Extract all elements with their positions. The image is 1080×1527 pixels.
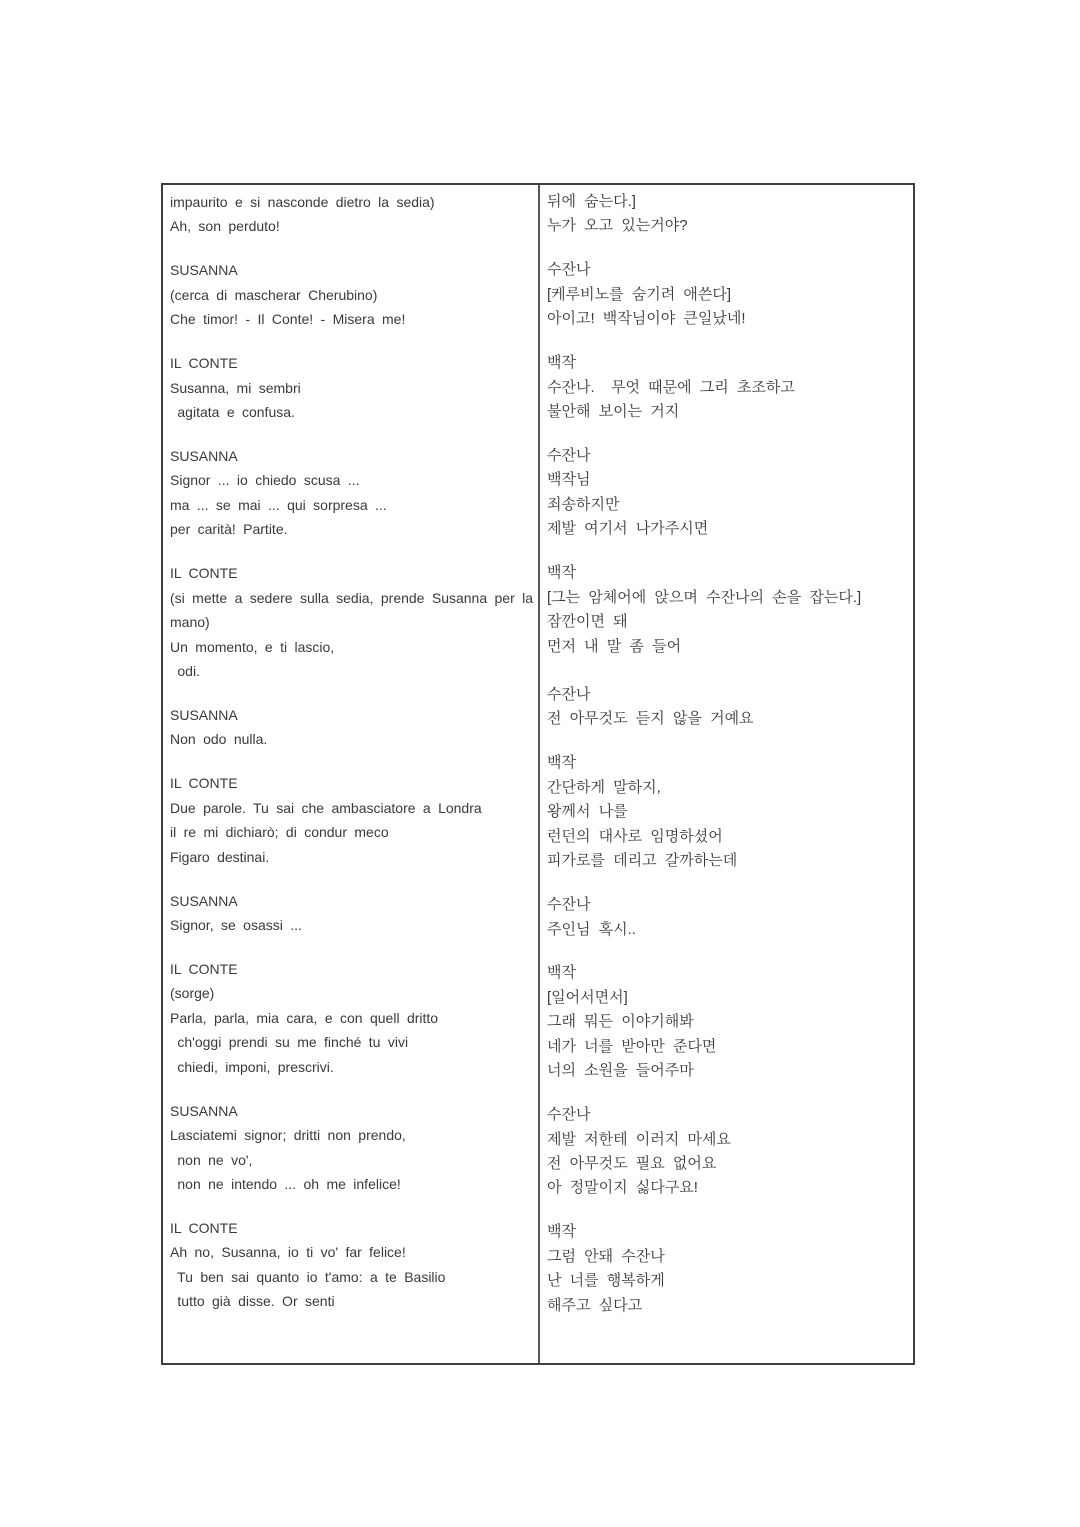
speaker-name: IL CONTE <box>170 355 238 372</box>
dialogue-line: Un momento, e ti lascio, <box>170 638 335 655</box>
dialogue-line: 제발 저한테 이러지 마세요 <box>547 1130 731 1148</box>
libretto-table <box>161 183 915 1365</box>
dialogue-line: 먼저 내 말 좀 들어 <box>547 637 682 655</box>
speaker-name: 백작 <box>547 564 576 582</box>
dialogue-block <box>170 1216 532 1314</box>
dialogue-block <box>547 1220 907 1318</box>
dialogue-line: Non odo nulla. <box>170 731 268 748</box>
dialogue-block <box>170 444 532 542</box>
speaker-name: IL CONTE <box>170 1219 238 1236</box>
dialogue-line: (cerca di mascherar Cherubino) <box>170 286 378 303</box>
dialogue-line: 수잔나. 무엇 때문에 그리 초조하고 <box>547 378 795 396</box>
dialogue-line: [그는 암체어에 앉으며 수잔나의 손을 잡는다.] <box>547 588 862 606</box>
dialogue-line: Che timor! - Il Conte! - Misera me! <box>170 311 406 328</box>
dialogue-block <box>170 703 532 752</box>
dialogue-line: Tu ben sai quanto io t'amo: a te Basilio <box>170 1268 446 1285</box>
dialogue-line: Figaro destinai. <box>170 848 270 865</box>
dialogue-line: 그래 뭐든 이야기해봐 <box>547 1013 694 1031</box>
speaker-name: IL CONTE <box>170 960 238 977</box>
dialogue-block <box>547 961 907 1083</box>
speaker-name: 수잔나 <box>547 261 591 279</box>
dialogue-line: Signor ... io chiedo scusa ... <box>170 472 360 489</box>
dialogue-line: impaurito e si nasconde dietro la sedia) <box>170 194 435 210</box>
dialogue-line: 너의 소원을 들어주마 <box>547 1062 694 1080</box>
dialogue-line: 불안해 보이는 거지 <box>547 403 680 421</box>
dialogue-line: (sorge) <box>170 985 215 1002</box>
dialogue-line: per carità! Partite. <box>170 521 288 538</box>
dialogue-line: ma ... se mai ... qui sorpresa ... <box>170 496 387 513</box>
korean-column <box>540 185 913 1363</box>
dialogue-line: Ah, son perduto! <box>170 218 280 235</box>
dialogue-line: 왕께서 나를 <box>547 803 628 821</box>
speaker-name: 수잔나 <box>547 896 591 914</box>
dialogue-line: non ne vo', <box>170 1151 253 1168</box>
dialogue-line: 난 너를 행복하게 <box>547 1272 665 1290</box>
dialogue-block <box>170 957 532 1079</box>
dialogue-block <box>547 190 907 239</box>
speaker-name: IL CONTE <box>170 565 238 582</box>
speaker-name: 백작 <box>547 354 576 372</box>
dialogue-block <box>547 751 907 873</box>
dialogue-block <box>170 190 532 239</box>
dialogue-line: 백작님 <box>547 471 591 489</box>
dialogue-line: 런던의 대사로 임명하셨어 <box>547 827 723 845</box>
dialogue-line: Lasciatemi signor; dritti non prendo, <box>170 1127 406 1144</box>
dialogue-line: il re mi dichiarò; di condur meco <box>170 824 389 841</box>
dialogue-line: odi. <box>170 663 200 679</box>
dialogue-line: [일어서면서] <box>547 988 628 1006</box>
dialogue-block <box>170 351 532 424</box>
dialogue-line: ch'oggi prendi su me finché tu vivi <box>170 1034 409 1051</box>
dialogue-line: 아 정말이지 싫다구요! <box>547 1179 698 1197</box>
dialogue-block <box>547 1103 907 1201</box>
dialogue-block <box>547 893 907 942</box>
dialogue-line: 잠깐이면 돼 <box>547 613 628 631</box>
dialogue-line: chiedi, imponi, prescrivi. <box>170 1058 334 1075</box>
dialogue-block <box>547 444 907 542</box>
dialogue-line: Ah no, Susanna, io ti vo' far felice! <box>170 1244 406 1261</box>
dialogue-line: non ne intendo ... oh me infelice! <box>170 1175 401 1192</box>
dialogue-line: 해주고 싶다고 <box>547 1296 643 1314</box>
speaker-name: 수잔나 <box>547 447 591 464</box>
dialogue-line: Susanna, mi sembri <box>170 379 301 396</box>
dialogue-line: 간단하게 말하지, <box>547 778 661 796</box>
dialogue-block <box>170 258 532 331</box>
dialogue-line: (si mette a sedere sulla sedia, prende Susanna per la <box>170 589 534 606</box>
dialogue-block <box>547 351 907 424</box>
speaker-name: SUSANNA <box>170 892 238 909</box>
dialogue-line: Signor, se osassi ... <box>170 917 302 933</box>
dialogue-block <box>170 1099 532 1197</box>
dialogue-block <box>547 561 907 659</box>
dialogue-line: Parla, parla, mia cara, e con quell dritto <box>170 1009 439 1026</box>
speaker-name: IL CONTE <box>170 775 238 792</box>
dialogue-line: 전 아무것도 듣지 않을 거예요 <box>547 710 754 728</box>
speaker-name: SUSANNA <box>170 262 238 279</box>
dialogue-line: 누가 오고 있는거야? <box>547 217 688 235</box>
dialogue-line: [케루비노를 숨기려 애쓴다] <box>547 285 732 303</box>
speaker-name: 백작 <box>547 754 576 772</box>
speaker-name: 백작 <box>547 964 576 982</box>
dialogue-line: 전 아무것도 필요 없어요 <box>547 1155 717 1172</box>
speaker-name: 수잔나 <box>547 1106 591 1124</box>
speaker-name: SUSANNA <box>170 448 238 464</box>
dialogue-line: Due parole. Tu sai che ambasciatore a Londra <box>170 799 482 816</box>
dialogue-line: agitata e confusa. <box>170 404 295 421</box>
dialogue-line: 그럼 안돼 수잔나 <box>547 1247 665 1265</box>
dialogue-line: 주인님 혹시.. <box>547 920 636 938</box>
dialogue-line: 뒤에 숨는다.] <box>547 193 636 210</box>
dialogue-block <box>170 889 532 938</box>
dialogue-line: 네가 너를 받아만 준다면 <box>547 1037 717 1055</box>
speaker-name: 백작 <box>547 1223 576 1241</box>
speaker-name: SUSANNA <box>170 1102 238 1119</box>
dialogue-block <box>547 258 907 331</box>
dialogue-line: 피가로를 데리고 갈까하는데 <box>547 852 738 870</box>
dialogue-block <box>547 683 907 732</box>
speaker-name: 수잔나 <box>547 686 591 703</box>
dialogue-line: 제발 여기서 나가주시면 <box>547 520 709 538</box>
italian-column <box>163 185 540 1363</box>
dialogue-line: tutto già disse. Or senti <box>170 1293 335 1310</box>
dialogue-line: mano) <box>170 614 210 631</box>
dialogue-block <box>170 561 532 683</box>
dialogue-block <box>170 771 532 869</box>
dialogue-line: 아이고! 백작님이야 큰일났네! <box>547 310 746 328</box>
speaker-name: SUSANNA <box>170 706 238 723</box>
dialogue-line: 죄송하지만 <box>547 495 620 513</box>
